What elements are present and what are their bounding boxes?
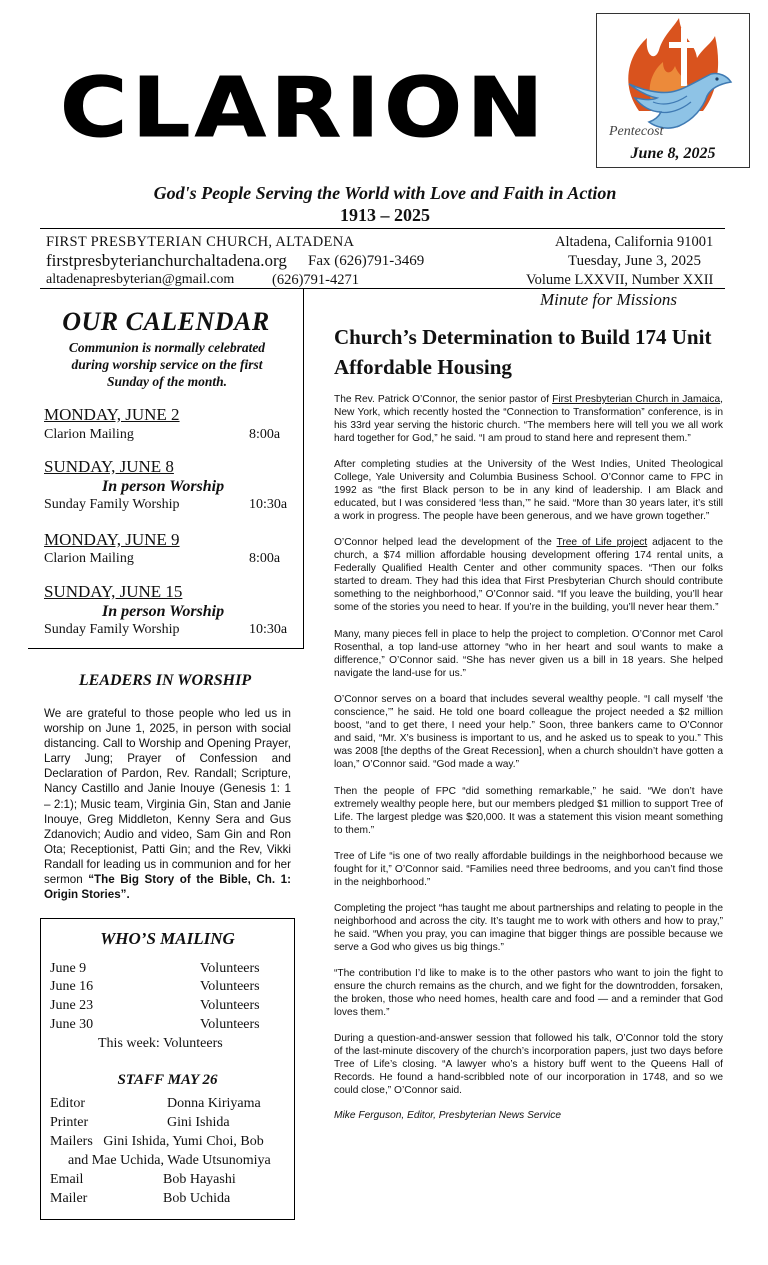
masthead-title: CLARION	[60, 62, 548, 144]
calendar-day-heading: SUNDAY, JUNE 15	[44, 582, 183, 601]
calendar-event: Clarion Mailing	[44, 551, 134, 566]
article-paragraph	[334, 536, 723, 615]
mailing-date: June 30	[50, 1017, 94, 1032]
staff-name: Bob Uchida	[163, 1191, 231, 1206]
staff-label: Email	[50, 1172, 84, 1187]
staff-name: Gini Ishida	[167, 1115, 230, 1130]
section-label: Minute for Missions	[540, 290, 677, 309]
article-paragraph: O’Connor serves on a board that includes several wealthy people. “I call myself ‘the conscience,’” he said. He told one board colleague the project needed a $2 million boost, “and to get there, I need your help.” Soon, three bankers came to O’Connor and said, “Mr. X’s business is important to us, and he asked us to speak to you.” This was 2008 [the depths of the Great Recession], when a church shouldn’t have gotten a loan,” O’Connor said. “God made a way.”	[334, 694, 723, 771]
calendar-day-heading: MONDAY, JUNE 2	[44, 405, 180, 424]
sermon-title: “The Big Story of the Bible, Ch. 1: Origin Stories”.	[44, 873, 291, 902]
mailing-who: Volunteers	[200, 998, 260, 1013]
article-paragraph: Tree of Life “is one of two really affordable buildings in the neighborhood because we fought for it,” O’Connor said. “Families need three bedrooms, and you can’t find those in the neighborhood.”	[334, 851, 723, 889]
staff-name: Donna Kiriyama	[167, 1096, 261, 1111]
mailing-date: June 9	[50, 961, 87, 976]
staff-mailers: Mailers Gini Ishida, Yumi Choi, Bob	[50, 1134, 264, 1149]
issue-date: Tuesday, June 3, 2025	[568, 253, 702, 269]
staff-mailers-cont: and Mae Uchida, Wade Utsunomiya	[68, 1153, 271, 1168]
calendar-title: OUR CALENDAR	[62, 307, 270, 336]
website-link[interactable]: firstpresbyterianchurchaltadena.org	[46, 251, 287, 270]
church-city: Altadena, California 91001	[555, 234, 714, 250]
volume-number: Volume LXXVII, Number XXII	[526, 272, 714, 288]
communion-note: Communion is normally celebrated during worship service on the first Sunday of the month.	[68, 340, 266, 389]
article-paragraph: Then the people of FPC “did something remarkable,” he said. “We don’t have extremely wealthy people here, but our members pledged $1 million to support Tree of Life. The largest pledge was $20,000. It was a statement this vision meant something to them.”	[334, 786, 723, 837]
calendar-time: 8:00a	[249, 551, 281, 566]
mailing-date: June 23	[50, 998, 94, 1013]
tree-of-life-link[interactable]: Tree of Life project	[556, 537, 648, 548]
article-paragraph: After completing studies at the University of the West Indies, United Theological College, Yale University and Columbia Business School. O’Connor came to FPC in 1992 as “the first Black person to be in any kind of leadership. I am Black and educated, but I was considered ‘less than,’” he said. “More than 30 years later, it’s still a work in progress. The people have been generous, and we have grown together.”	[334, 459, 723, 523]
mailing-this-week: This week: Volunteers	[98, 1036, 223, 1051]
staff-label: Mailer	[50, 1191, 88, 1206]
text-run: , New York, which recently hosted the “Connection to Transformation” conference, is in his 33rd year serving the historic church. “The members here will tell you we all work hard together for God,” he said. “I am proud to stand here and represent them.”	[334, 394, 723, 445]
years: 1913 – 2025	[340, 205, 430, 225]
mailing-date: June 16	[50, 979, 94, 994]
calendar-event: Sunday Family Worship	[44, 622, 180, 637]
staff-label: Printer	[50, 1115, 89, 1130]
calendar-time: 10:30a	[249, 622, 288, 637]
article-paragraph: Many, many pieces fell in place to help the project to completion. O’Connor met Carol Rosenthal, a top land-use attorney “who in her heart and soul wants to make a difference,” O’Connor said. “She has never given us a bill in 18 years. She helped navigate the land-use for us.”	[334, 629, 723, 680]
cover-date: June 8, 2025	[630, 145, 716, 162]
cover-label: Pentecost	[609, 124, 664, 139]
text-run: The Rev. Patrick O’Connor, the senior pastor of	[334, 394, 553, 405]
article-paragraph: Completing the project “has taught me about partnerships and relating to people in the neighborhood and across the city. It’s taught me to work with others and how to pray,” he said. “When you pray, you can imagine that bigger things are possible because we serve a God who gives us big things.”	[334, 903, 723, 954]
article-paragraph: During a question-and-answer session that followed his talk, O’Connor told the story of the last-minute discovery of the church’s incorporation papers, just two days before Tree of Life’s closing. “A lawyer who’s a history buff went to the Queens Hall of Records. He found a hand-scribbled note of our incorporation in 1748, and so we could close,” O’Connor said.	[334, 1033, 723, 1097]
mailing-who: Volunteers	[200, 961, 260, 976]
calendar-subheading: In person Worship	[102, 603, 225, 620]
calendar-time: 8:00a	[249, 427, 281, 442]
calendar-event: Clarion Mailing	[44, 427, 134, 442]
mailing-title: WHO’S MAILING	[100, 929, 235, 948]
leaders-text	[44, 706, 291, 902]
text-run: adjacent to the church, a $74 million affordable housing development offering 174 rental units, a Federally Qualified Health Center and other community spaces. “Then our folks started to dream. They had this idea that First Presbyterian Church should contribute something to the neighborhood,” O’Connor said. “If you leave the building, you’ll hear some of the stories you need to hear. If you’re in the building, you’ll never hear them.”	[334, 537, 723, 614]
fax-number: Fax (626)791-3469	[308, 253, 425, 269]
church-link[interactable]: First Presbyterian Church in Jamaica	[552, 394, 721, 405]
calendar-time: 10:30a	[249, 497, 288, 512]
phone-number: (626)791-4271	[272, 272, 359, 288]
tagline: God's People Serving the World with Love and Faith in Action	[153, 183, 617, 203]
staff-title: STAFF MAY 26	[117, 1072, 218, 1088]
staff-name: Bob Hayashi	[163, 1172, 236, 1187]
article-title: Church’s Determination to Build 174 Unit Affordable Housing	[334, 325, 712, 379]
cover-image-box	[596, 13, 750, 168]
article-byline: Mike Ferguson, Editor, Presbyterian News Service	[334, 1110, 562, 1121]
text-run: O’Connor helped lead the development of the	[334, 537, 557, 548]
leaders-title: LEADERS IN WORSHIP	[78, 672, 252, 689]
staff-label: Editor	[50, 1096, 85, 1111]
calendar-day-heading: MONDAY, JUNE 9	[44, 530, 180, 549]
article-paragraph: “The contribution I’d like to make is to the other pastors who want to join the fight to ensure the church remains as the church, and we fight for the downtrodden, forsaken, the broken, those who need homes, health care and food — and a reminder that God loves them.”	[334, 968, 723, 1019]
divider	[40, 228, 725, 229]
mailing-box	[40, 918, 295, 1220]
church-name: FIRST PRESBYTERIAN CHURCH, ALTADENA	[46, 234, 355, 250]
leaders-body: We are grateful to those people who led us in worship on June 1, 2025, in person with social distancing. Call to Worship and Opening Prayer, Larry Jung; Prayer of Confession and Declaration of Pardon, Rev. Randall; Scripture, Nancy Castillo and Janie Inouye (Genesis 1: 1 – 2:1); Music team, Virginia Gin, Stan and Janie Inouye, Greg Middleton, Kenny Sera and Gus Zdanovich; Audio and video, Sam Gin and Ron Ota; Receptionist, Patti Gin; and the Rev, Vikki Randall for leading us in communion and for her sermon	[44, 707, 291, 887]
calendar-subheading: In person Worship	[102, 478, 225, 495]
calendar-day-heading: SUNDAY, JUNE 8	[44, 457, 174, 476]
mailing-who: Volunteers	[200, 1017, 260, 1032]
email-link[interactable]: altadenapresbyterian@gmail.com	[46, 272, 235, 287]
calendar-box	[28, 289, 304, 649]
calendar-event: Sunday Family Worship	[44, 497, 180, 512]
mailing-who: Volunteers	[200, 979, 260, 994]
article-paragraph	[334, 393, 723, 445]
masthead-logo	[60, 62, 550, 144]
